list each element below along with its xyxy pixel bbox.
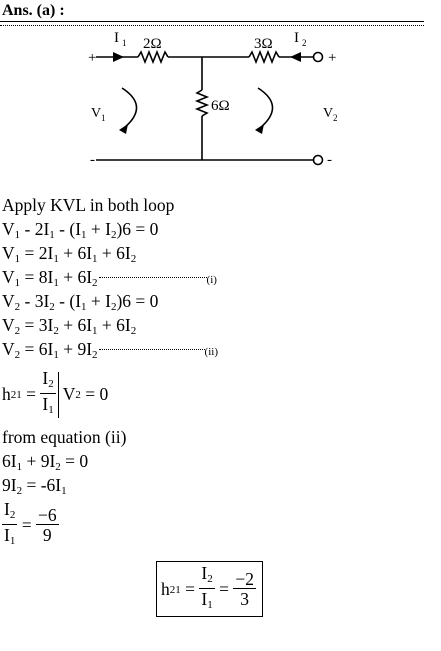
loop2-arrow [258, 88, 273, 128]
heading-rule [0, 21, 424, 22]
equation-line-6: $V_2 = 3I_2 + 6I_1 + 6I_2$ [2, 315, 137, 337]
port1-minus-label: - [90, 152, 95, 168]
h21-fraction: $\frac{I_2}{I_1}$ [42, 368, 54, 416]
two-port-circuit-diagram [0, 26, 441, 176]
equation-line-2: $V_1 - 2I_1 - (I_1 + I_2)6 = 0$ [2, 219, 159, 241]
equation-line-10: $9I_2 = -6I_1$ [2, 475, 67, 497]
final-rhs-fraction: $\frac{-2}{3}$ [235, 569, 254, 609]
resistor-6-ohm-label: 6Ω [211, 98, 230, 114]
current-i2-label: I [294, 30, 299, 46]
resistor-6-ohm [197, 90, 207, 116]
evaluation-bar [58, 372, 59, 418]
resistor-3-ohm [249, 52, 279, 62]
kvl-intro: Apply KVL in both loop [2, 195, 175, 215]
from-equation-text: from equation (ii) [2, 427, 127, 447]
current-i2-arrow [290, 52, 301, 62]
equation-i: $V_1 = 8I_1 + 6I_2$ (i) [2, 267, 217, 289]
port2-bottom-terminal [314, 156, 323, 165]
equation-line-9: $6I_1 + 9I_2 = 0$ [2, 451, 89, 473]
current-i1-arrow [113, 52, 124, 62]
resistor-2-ohm [138, 52, 168, 62]
equation-line-5: $V_2 - 3I_2 - (I_1 + I_2)6 = 0$ [2, 291, 159, 313]
port2-top-terminal [314, 53, 323, 62]
loop1-arrow [122, 88, 137, 128]
loop1-arrowhead [119, 124, 128, 134]
current-i1-sub: 1 [122, 38, 127, 48]
equation-i-tag: (i) [206, 274, 217, 286]
voltage-v2-sub: 2 [333, 113, 338, 123]
current-i1-label: I [114, 30, 119, 46]
resistor-2-ohm-label: 2Ω [143, 36, 162, 52]
ratio-lhs-fraction: $\frac{I_2}{I_1}$ [4, 499, 16, 547]
equation-line-3: $V_1 = 2I_1 + 6I_1 + 6I_2$ [2, 243, 137, 265]
final-lhs-fraction: $\frac{I_2}{I_1}$ [201, 563, 213, 611]
port2-minus-label: - [327, 152, 332, 168]
answer-heading: Ans. (a) : [2, 2, 65, 19]
resistor-3-ohm-label: 3Ω [254, 36, 273, 52]
voltage-v1-sub: 1 [101, 113, 106, 123]
final-answer: h 21 = $\frac{I_2}{I_1}$ = $\frac{-2}{3}$ [161, 564, 256, 615]
equation-ii: $V_2 = 6I_1 + 9I_2$ (ii) [2, 339, 218, 361]
loop2-arrowhead [255, 124, 264, 134]
ratio-rhs-fraction: $\frac{-6}{9}$ [37, 505, 57, 545]
current-i2-sub: 2 [302, 38, 307, 48]
h21-definition: h 21 = $\frac{I_2}{I_1}$ V 2 = 0 [2, 369, 108, 420]
port2-plus-label: + [328, 50, 337, 66]
current-ratio: $\frac{I_2}{I_1}$ = $\frac{-6}{9}$ [2, 500, 59, 551]
port1-plus-label: + [88, 50, 97, 66]
voltage-v2-label: V [323, 106, 334, 121]
final-answer-box [156, 561, 263, 617]
equation-ii-tag: (ii) [204, 346, 218, 358]
voltage-v1-label: V [91, 106, 102, 121]
